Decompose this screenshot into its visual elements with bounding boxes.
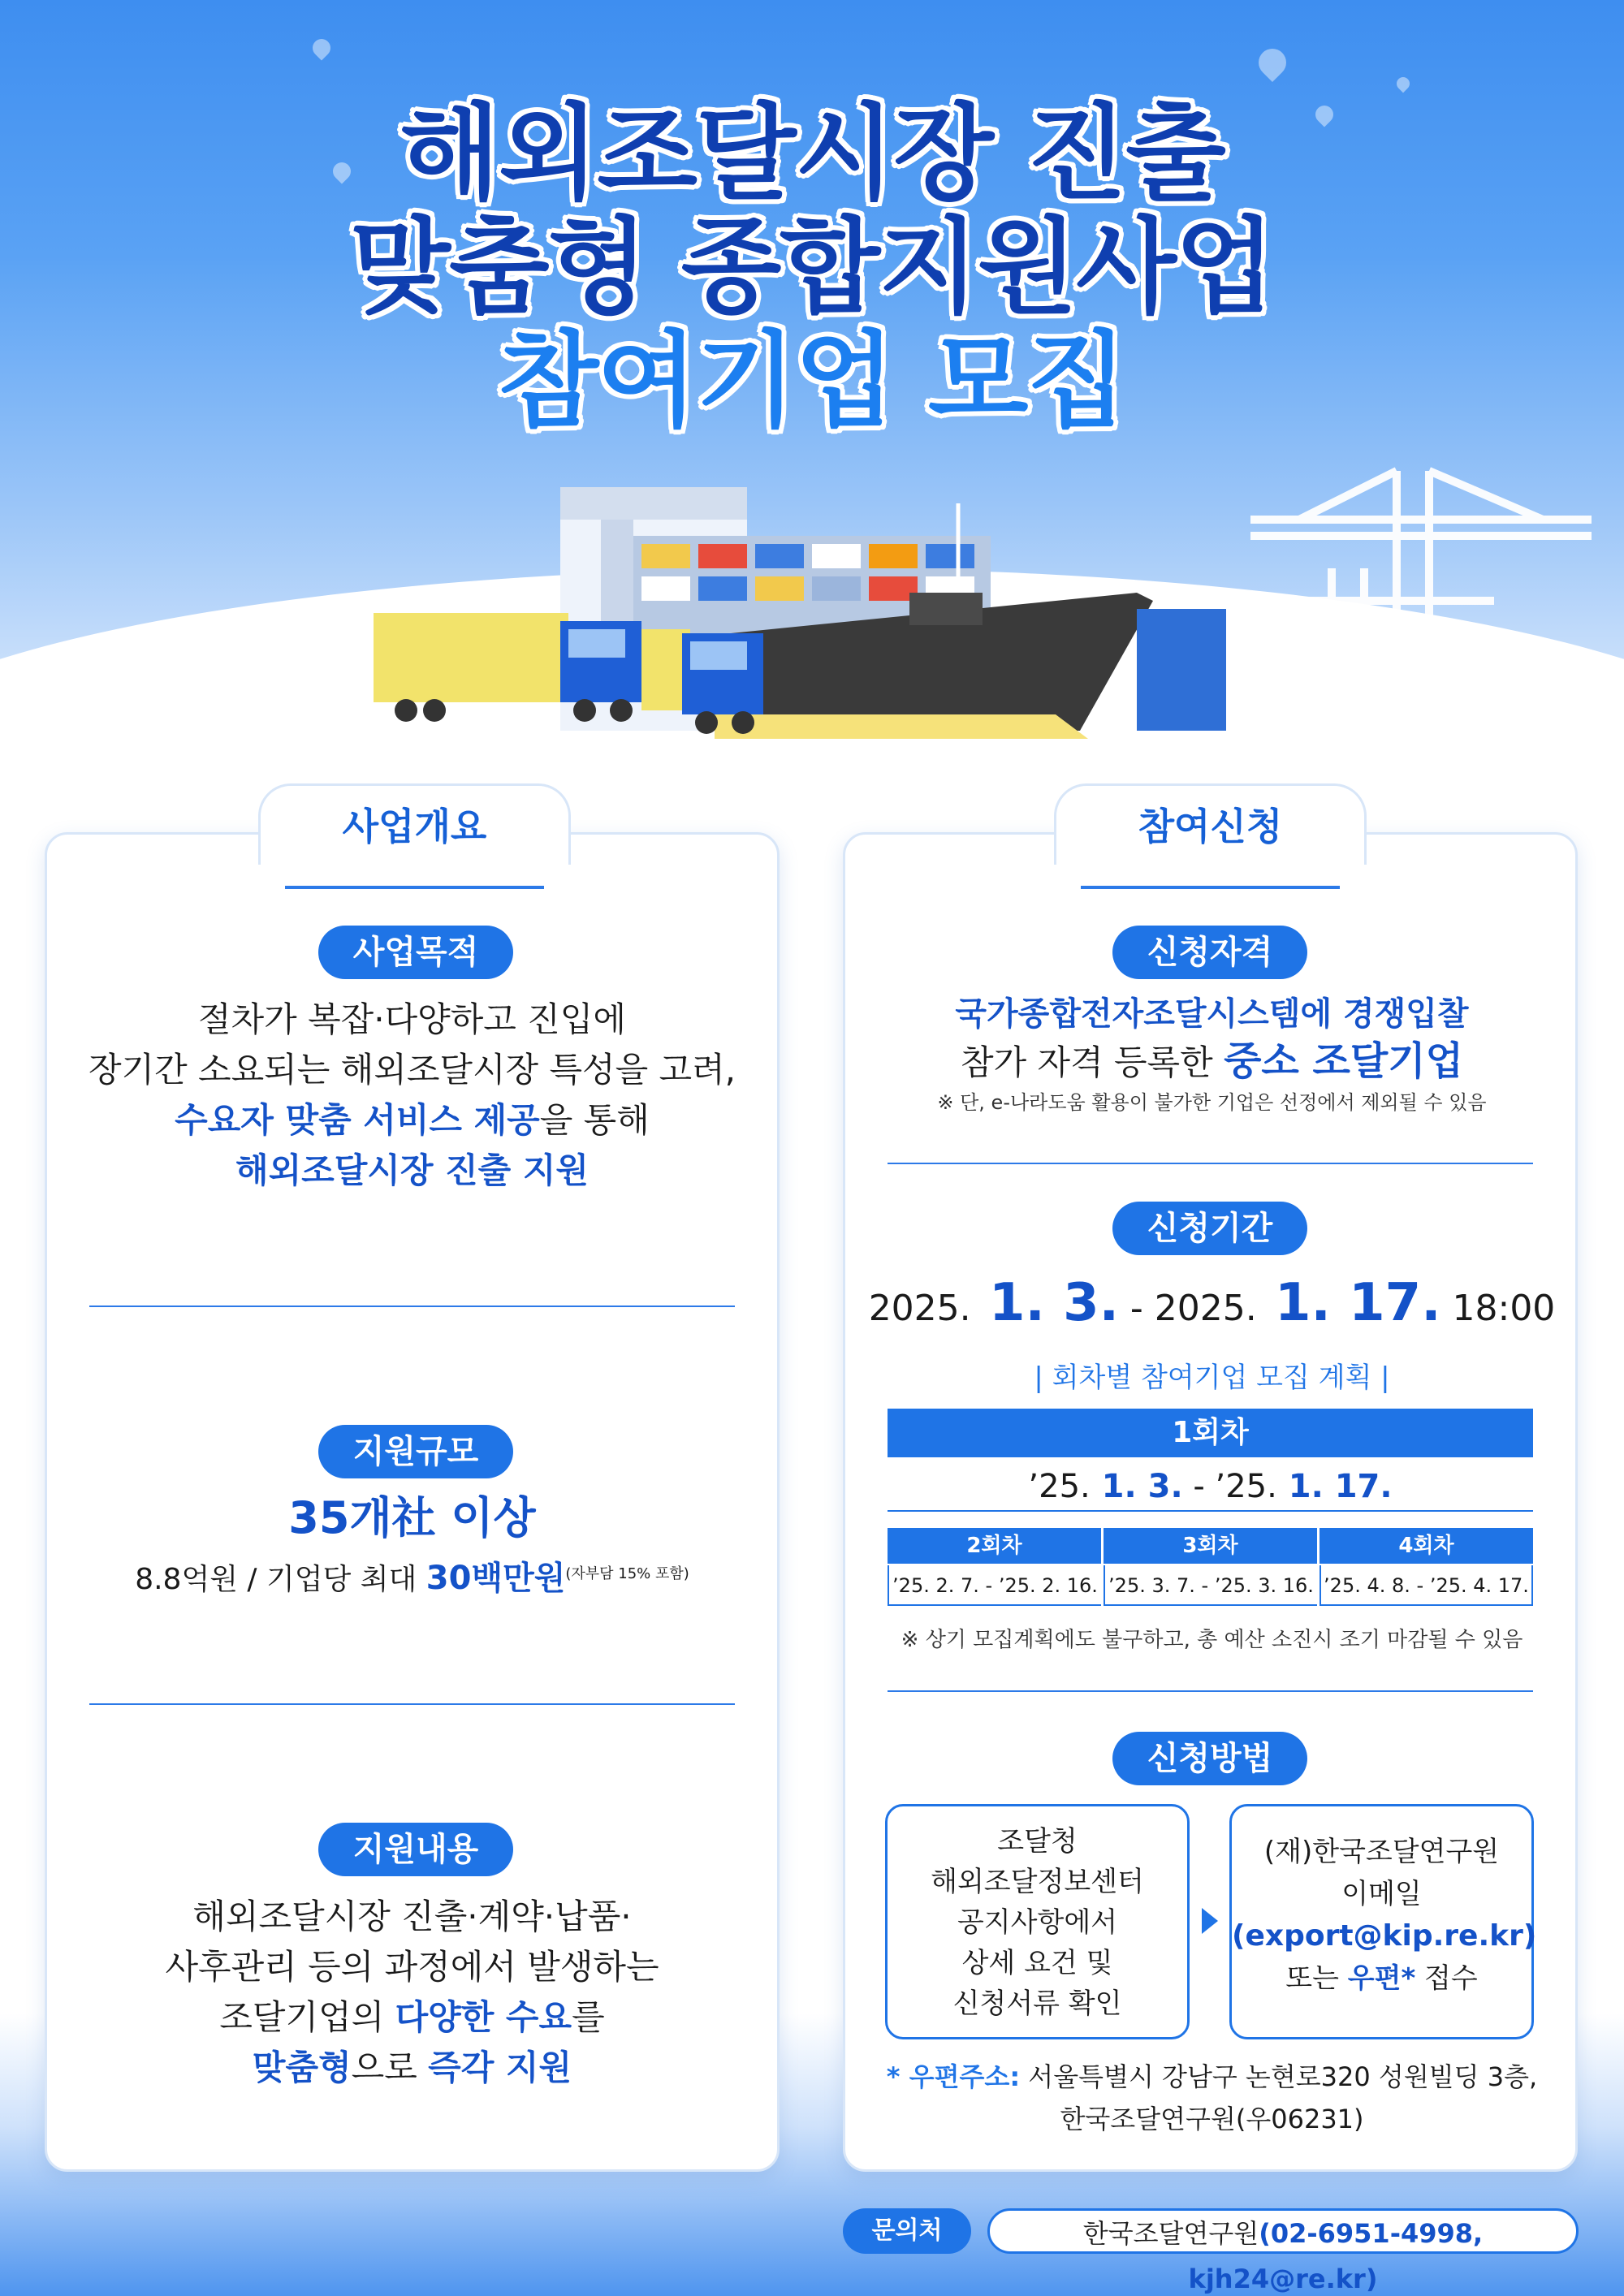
- round1-text: ’25.: [1028, 1468, 1091, 1505]
- scale-pill: 지원규모: [318, 1425, 513, 1478]
- content-line: [49, 1992, 775, 2043]
- contact-info: [987, 2208, 1579, 2294]
- content-line: 사후관리 등의 과정에서 발생하는: [165, 1947, 659, 1987]
- overview-tab: [258, 783, 571, 865]
- period-dates: [849, 1271, 1575, 1341]
- qualification-line: 국가종합전자조달시스템에 경쟁입찰: [955, 995, 1469, 1033]
- qualification-note: ※ 단, e-나라도움 활용이 불가한 기업은 선정에서 제외될 수 있음: [937, 1091, 1487, 1114]
- content-line-text: 조달기업의: [219, 1997, 395, 2037]
- method-highlight: 우편*: [1347, 1962, 1416, 1995]
- method-step-text: [888, 1821, 1187, 2024]
- period-year: 2025.: [868, 1288, 971, 1329]
- round-dates: ’25. 3. 7. - ’25. 3. 16.: [1104, 1565, 1317, 1606]
- method-step-line: 이메일: [1341, 1878, 1422, 1910]
- apply-tab: [1054, 783, 1367, 865]
- contact-detail[interactable]: (02-6951-4998, kjh24@re.kr): [1188, 2218, 1484, 2294]
- method-step-line: (재)한국조달연구원: [1263, 1836, 1500, 1868]
- location-pin-icon: [1253, 43, 1292, 82]
- method-step-text: 또는: [1285, 1962, 1348, 1995]
- purpose-line: 절차가 복잡·다양하고 진입에: [198, 999, 626, 1039]
- period-separator: -: [1118, 1288, 1155, 1329]
- contact-org: 한국조달연구원: [1082, 2218, 1259, 2249]
- round1-date: 1. 17.: [1276, 1468, 1393, 1505]
- overview-tab-label: 사업개요: [342, 805, 487, 848]
- content-line-text: 으로: [351, 2048, 429, 2087]
- purpose-line: [49, 1095, 775, 1146]
- method-step-box: [1229, 1804, 1537, 2039]
- content-pill: 지원내용: [318, 1823, 513, 1876]
- round1-text: - ’25.: [1182, 1468, 1277, 1505]
- logistics-illustration: [0, 455, 1624, 812]
- tab-underline: [1081, 886, 1340, 889]
- tab-underline: [285, 886, 544, 889]
- section-divider: [89, 1306, 735, 1307]
- period-date: 1. 17.: [1256, 1273, 1441, 1333]
- period-time: 18:00: [1440, 1288, 1556, 1329]
- location-pin-icon: [1394, 75, 1413, 93]
- scale-detail: [49, 1551, 775, 1603]
- content-highlight: 다양한 수요: [395, 1997, 572, 2037]
- qualification-line-text: 참가 자격 등록한: [961, 1042, 1224, 1082]
- address-text: [849, 2056, 1575, 2140]
- plan-title: | 회차별 참여기업 모집 계획 |: [1034, 1362, 1390, 1394]
- address-value: 서울특별시 강남구 논현로320 성원빌딩 3층,: [1020, 2061, 1538, 2092]
- method-step-line: 해외조달정보센터: [931, 1866, 1144, 1898]
- method-step-text: 접수: [1415, 1962, 1478, 1995]
- section-divider: [888, 1690, 1533, 1692]
- apply-tab-label: 참여신청: [1138, 805, 1283, 848]
- qualification-text: [849, 990, 1575, 1119]
- method-step-text: [1232, 1831, 1537, 2000]
- page-title: [0, 93, 1624, 442]
- purpose-text: [49, 995, 775, 1196]
- method-step-line: [1232, 1957, 1531, 2000]
- round-header: 3회차: [1104, 1528, 1317, 1564]
- period-year: 2025.: [1154, 1288, 1257, 1329]
- period-date: 1. 3.: [970, 1273, 1119, 1333]
- address-line: 한국조달연구원(우06231): [1060, 2104, 1364, 2134]
- method-step-line: 조달청: [997, 1825, 1078, 1858]
- method-email-link[interactable]: (export@kip.re.kr): [1232, 1919, 1537, 1953]
- address-line: [849, 2056, 1575, 2098]
- round-dates: ’25. 2. 7. - ’25. 2. 16.: [888, 1565, 1101, 1606]
- title-line-1: 해외조달시장 진출: [400, 93, 1224, 214]
- purpose-line: 해외조달시장 진출 지원: [235, 1150, 589, 1190]
- period-note: ※ 상기 모집계획에도 불구하고, 총 예산 소진시 조기 마감될 수 있음: [901, 1628, 1523, 1652]
- scale-detail-highlight: 30백만원: [425, 1560, 566, 1597]
- address-label: * 우편주소:: [886, 2061, 1021, 2092]
- qualification-line: [849, 1038, 1575, 1086]
- contact-label: 문의처: [843, 2208, 971, 2254]
- method-pill: 신청방법: [1112, 1732, 1307, 1785]
- scale-detail-note: (자부담 15% 포함): [565, 1565, 689, 1582]
- round-dates: ’25. 4. 8. - ’25. 4. 17.: [1320, 1565, 1533, 1606]
- purpose-line: 장기간 소요되는 해외조달시장 특성을 고려,: [88, 1050, 736, 1090]
- method-step-box: [885, 1804, 1190, 2039]
- content-line: 해외조달시장 진출·계약·납품·: [192, 1897, 632, 1936]
- round-header: 2회차: [888, 1528, 1101, 1564]
- content-highlight: 즉각 지원: [428, 2048, 572, 2087]
- round-header: 4회차: [1320, 1528, 1533, 1564]
- qualification-pill: 신청자격: [1112, 926, 1307, 979]
- round1-dates: [888, 1461, 1533, 1512]
- round1-header: 1회차: [888, 1409, 1533, 1457]
- content-text: [49, 1892, 775, 2093]
- qualification-highlight: 중소 조달기업: [1224, 1038, 1463, 1084]
- section-divider: [888, 1163, 1533, 1164]
- scale-detail-text: 8.8억원 / 기업당 최대: [135, 1563, 426, 1596]
- round1-date: 1. 3.: [1090, 1468, 1183, 1505]
- section-divider: [89, 1703, 735, 1705]
- purpose-line-rest: 을 통해: [539, 1100, 650, 1140]
- title-line-2: 맞춤형 종합지원사업: [350, 207, 1274, 328]
- location-pin-icon: [309, 35, 334, 60]
- content-line: [49, 2043, 775, 2093]
- method-step-line: 공지사항에서: [957, 1906, 1118, 1939]
- dock-illustration: [715, 714, 1088, 739]
- port-crane-illustration: [1250, 471, 1592, 723]
- content-line-text: 를: [572, 1997, 605, 2037]
- period-pill: 신청기간: [1112, 1202, 1307, 1255]
- purpose-pill: 사업목적: [318, 926, 513, 979]
- content-highlight: 맞춤형: [252, 2048, 352, 2087]
- blue-container-illustration: [1137, 609, 1226, 731]
- purpose-highlight: 수요자 맞춤 서비스 제공: [175, 1100, 540, 1140]
- arrow-right-icon: [1200, 1906, 1220, 1936]
- title-line-3: 참여기업 모집: [498, 321, 1126, 442]
- method-step-line: 상세 요건 및: [961, 1947, 1113, 1979]
- method-step-line: 신청서류 확인: [952, 1987, 1122, 2020]
- scale-headline: 35개社 이상: [288, 1492, 536, 1543]
